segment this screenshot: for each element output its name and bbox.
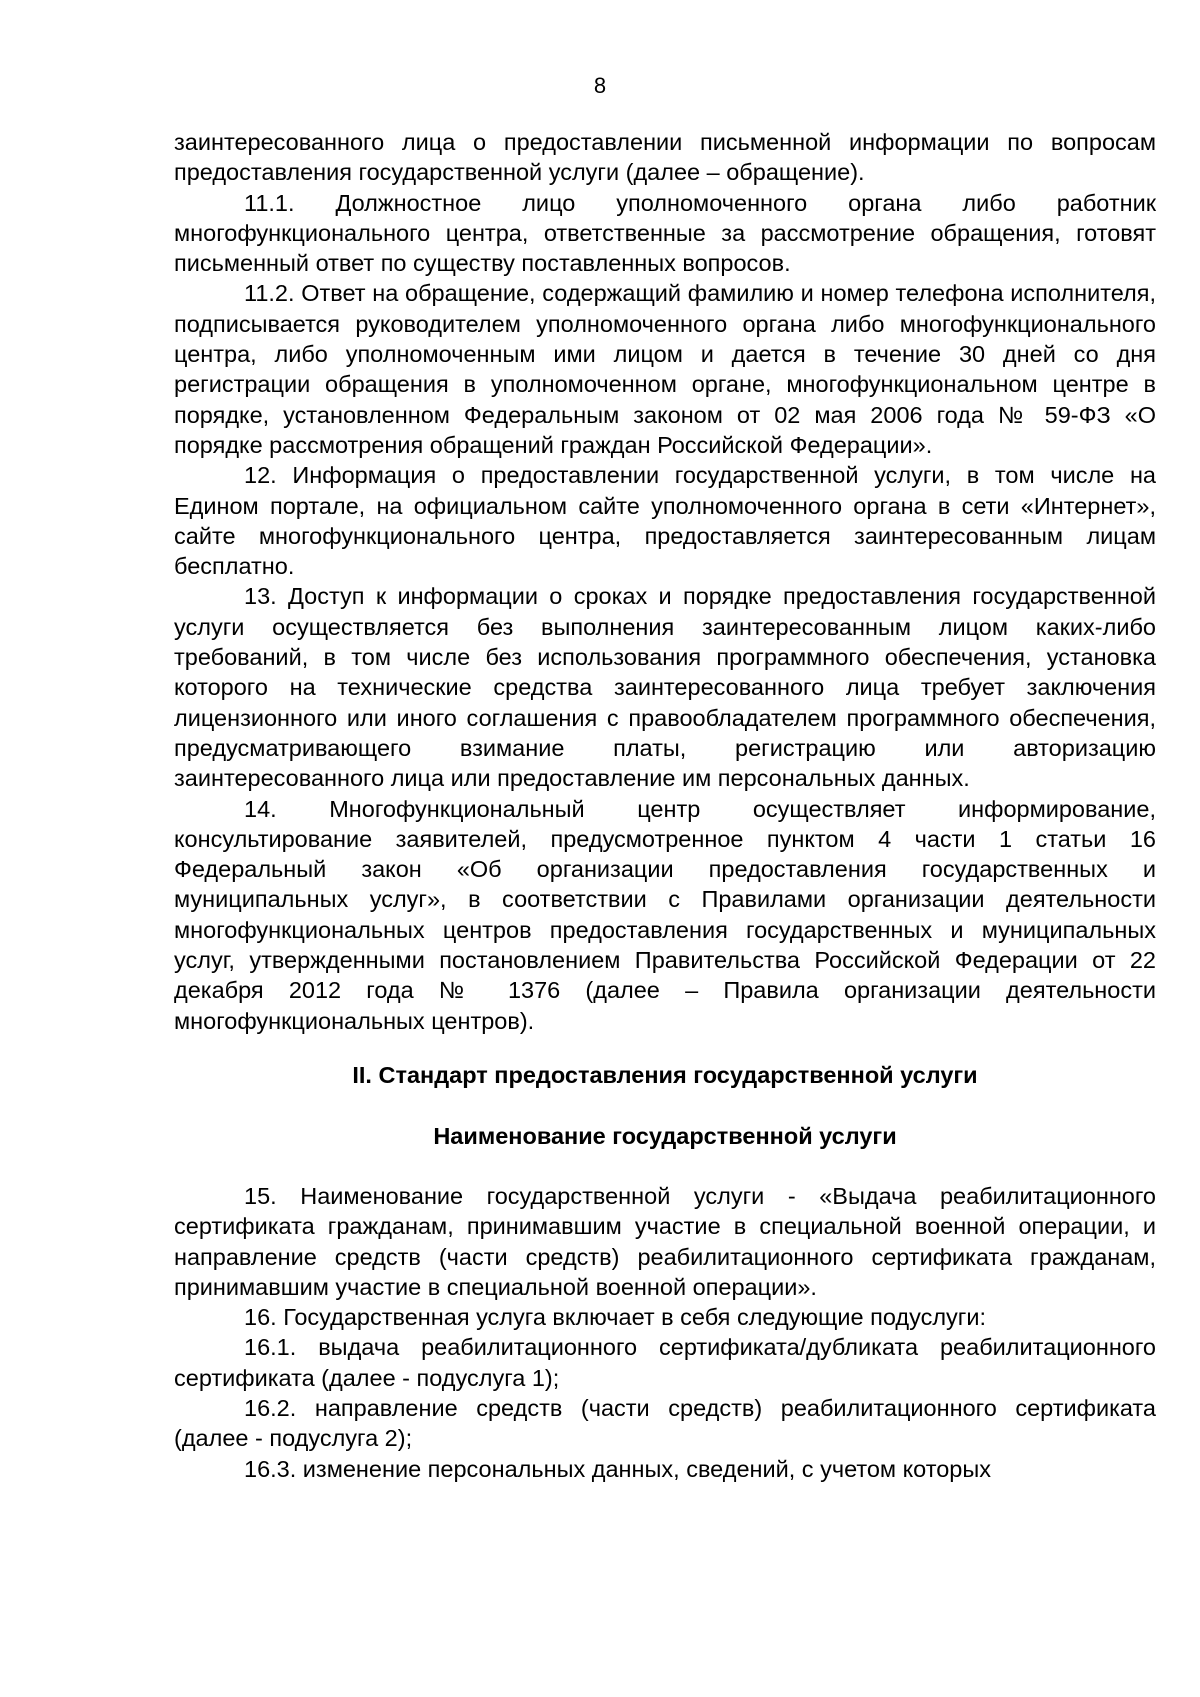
paragraph-p16: 16. Государственная услуга включает в себя следующие подуслуги: — [244, 1304, 987, 1331]
subsection-heading: Наименование государственной услуги — [433, 1122, 897, 1149]
paragraph-p11-1: 11.1. Должностное лицо уполномоченного органа либо работник многофункционального центра, ответственные за рассмотрение обращения, готовят письменный ответ по существу поставленных вопросов. — [174, 189, 1156, 277]
paragraph-p11-2: 11.2. Ответ на обращение, содержащий фамилию и номер телефона исполнителя, подписывается руководителем уполномоченного органа либо многофункционального центра, либо уполномоченным ими лицом и дается в течение 30 дней со дня регистрации обращения в уполномоченном органе, многофункциональном центре в порядке, установленном Федеральным законом от 02 мая 2006 года № 59-ФЗ «О порядке рассмотрения обращений граждан Российской Федерации». — [174, 280, 1156, 458]
paragraph-p14: 14. Многофункциональный центр осуществляет информирование, консультирование заявителей, предусмотренное пунктом 4 части 1 статьи 16 Федеральный закон «Об организации предоставления государственных и муниципальных услуг», в соответствии с Правилами организации деятельности многофункциональных центров предоставления государственных и муниципальных услуг, утвержденными постановлением Правительства Российской Федерации от 22 декабря 2012 года № 1376 (далее – Правила организации деятельности многофункциональных центров). — [174, 795, 1156, 1034]
page-number: 8 — [593, 73, 607, 98]
paragraph-p16-2: 16.2. направление средств (части средств) реабилитационного сертификата (далее - подуслуга 2); — [174, 1394, 1156, 1452]
paragraph-p12: 12. Информация о предоставлении государственной услуги, в том числе на Едином портале, на официальном сайте уполномоченного органа в сети «Интернет», сайте многофункционального центра, предоставляется заинтересованным лицам бесплатно. — [174, 462, 1156, 580]
paragraph-p13: 13. Доступ к информации о сроках и порядке предоставления государственной услуги осуществляется без выполнения заинтересованным лицом каких-либо требований, в том числе без использования программного обеспечения, установка которого на технические средства заинтересованного лица требует заключения лицензионного или иного соглашения с правообладателем программного обеспечения, предусматривающего взимание платы, регистрацию или авторизацию заинтересованного лица или предоставление им персональных данных. — [174, 583, 1156, 792]
paragraph-p16-3: 16.3. изменение персональных данных, сведений, с учетом которых — [244, 1455, 991, 1482]
document-body — [174, 127, 1156, 1484]
section-heading: II. Стандарт предоставления государственной услуги — [352, 1061, 978, 1088]
paragraphs-top — [174, 127, 1156, 1036]
paragraph-p0: заинтересованного лица о предоставлении письменной информации по вопросам предоставления государственной услуги (далее – обращение). — [174, 129, 1156, 186]
paragraph-p16-1: 16.1. выдача реабилитационного сертификата/дубликата реабилитационного сертификата (далее - подуслуга 1); — [174, 1334, 1156, 1391]
paragraph-p15: 15. Наименование государственной услуги - «Выдача реабилитационного сертификата гражданам, принимавшим участие в специальной военной операции, и направление средств (части средств) реабилитационного сертификата гражданам, принимавшим участие в специальной военной операции». — [174, 1182, 1156, 1300]
paragraphs-bottom — [174, 1181, 1156, 1484]
